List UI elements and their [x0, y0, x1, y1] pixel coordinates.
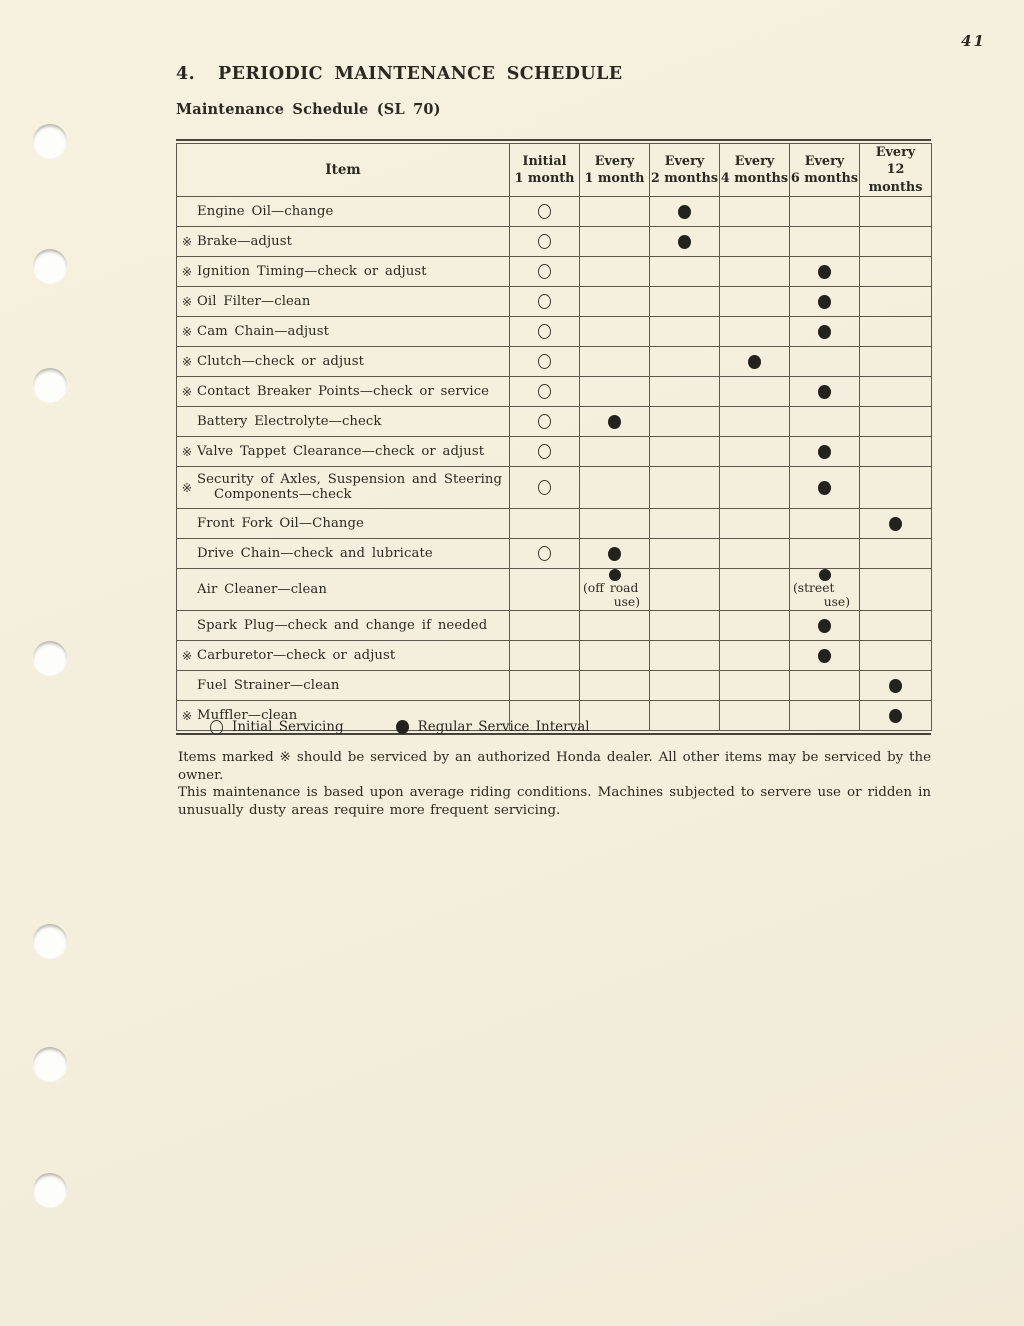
table-row — [177, 286, 932, 316]
table-row — [177, 376, 932, 406]
table-row — [177, 466, 932, 508]
schedule-cell — [720, 466, 790, 508]
schedule-cell — [650, 436, 720, 466]
schedule-cell — [860, 670, 932, 700]
schedule-cell — [650, 406, 720, 436]
schedule-cell — [860, 226, 932, 256]
schedule-cell — [790, 466, 860, 508]
item-cell — [177, 406, 510, 436]
schedule-cell — [790, 316, 860, 346]
table-row — [177, 346, 932, 376]
schedule-cell — [790, 286, 860, 316]
schedule-cell — [790, 436, 860, 466]
schedule-cell — [510, 196, 580, 226]
schedule-cell — [580, 346, 650, 376]
item-cell — [177, 196, 510, 226]
table-row — [177, 196, 932, 226]
schedule-cell — [790, 256, 860, 286]
dealer-mark-icon: ※ — [181, 707, 193, 723]
schedule-cell — [650, 610, 720, 640]
item-cell — [177, 436, 510, 466]
schedule-cell — [720, 226, 790, 256]
item-label: Ignition Timing—check or adjust — [197, 263, 427, 279]
punch-hole — [33, 1047, 67, 1081]
item-label: Engine Oil—change — [197, 203, 334, 219]
sub-heading: Maintenance Schedule (SL 70) — [176, 101, 441, 118]
schedule-cell — [860, 700, 932, 730]
table-header-row — [177, 144, 932, 197]
regular-service-icon — [678, 205, 691, 219]
regular-service-icon — [889, 679, 902, 693]
schedule-cell — [580, 256, 650, 286]
item-label: Cam Chain—adjust — [197, 323, 330, 339]
schedule-cell — [650, 376, 720, 406]
schedule-cell — [860, 538, 932, 568]
schedule-cell — [650, 466, 720, 508]
item-cell — [177, 346, 510, 376]
item-label: Clutch—check or adjust — [197, 353, 365, 369]
initial-servicing-icon — [538, 294, 551, 309]
column-header: Every 2 months — [650, 144, 720, 197]
regular-service-icon — [818, 325, 831, 339]
dealer-mark-icon: ※ — [181, 383, 193, 399]
footnotes — [178, 749, 931, 819]
dealer-mark-icon: ※ — [181, 323, 193, 339]
schedule-cell — [790, 508, 860, 538]
regular-service-icon — [889, 709, 902, 723]
regular-service-icon — [748, 355, 761, 369]
item-label: Security of Axles, Suspension and Steering Components—check — [197, 472, 503, 503]
cell-note: use) — [613, 595, 640, 610]
item-label: Spark Plug—check and change if needed — [197, 617, 488, 633]
table-row — [177, 568, 932, 610]
schedule-cell — [510, 538, 580, 568]
schedule-cell — [720, 256, 790, 286]
schedule-cell — [510, 640, 580, 670]
schedule-cell — [720, 670, 790, 700]
item-cell — [177, 256, 510, 286]
schedule-cell — [650, 568, 720, 610]
table-row — [177, 406, 932, 436]
regular-service-icon — [818, 649, 831, 663]
legend-regular-service — [396, 719, 590, 735]
initial-servicing-icon — [538, 324, 551, 339]
schedule-cell — [790, 670, 860, 700]
schedule-cell — [580, 226, 650, 256]
regular-service-icon — [609, 569, 621, 581]
regular-service-icon — [678, 235, 691, 249]
regular-service-icon — [818, 385, 831, 399]
schedule-cell — [790, 226, 860, 256]
schedule-cell — [860, 508, 932, 538]
initial-servicing-icon — [538, 546, 551, 561]
item-label: Drive Chain—check and lubricate — [197, 545, 433, 561]
schedule-cell — [720, 610, 790, 640]
schedule-cell — [510, 316, 580, 346]
item-label: Oil Filter—clean — [197, 293, 311, 309]
schedule-cell — [510, 346, 580, 376]
schedule-cell — [510, 508, 580, 538]
initial-servicing-icon — [538, 204, 551, 219]
maintenance-schedule-table — [176, 139, 931, 735]
item-cell — [177, 466, 510, 508]
schedule-cell — [860, 568, 932, 610]
regular-service-icon — [818, 295, 831, 309]
item-cell — [177, 640, 510, 670]
dealer-mark-icon: ※ — [181, 293, 193, 309]
column-header: Every 4 months — [720, 144, 790, 197]
item-cell — [177, 538, 510, 568]
schedule-cell — [720, 406, 790, 436]
schedule-cell — [860, 610, 932, 640]
item-label: Brake—adjust — [197, 233, 292, 249]
punch-hole — [33, 1173, 67, 1207]
item-cell — [177, 508, 510, 538]
dealer-mark-icon: ※ — [181, 263, 193, 279]
item-cell — [177, 610, 510, 640]
schedule-cell — [580, 466, 650, 508]
open-circle-icon — [210, 720, 223, 735]
schedule-cell — [510, 670, 580, 700]
table-row — [177, 670, 932, 700]
item-column-header: Item — [177, 144, 510, 197]
schedule-cell — [580, 436, 650, 466]
table-row — [177, 508, 932, 538]
initial-servicing-icon — [538, 234, 551, 249]
schedule-cell — [580, 670, 650, 700]
punch-hole — [33, 124, 67, 158]
schedule-cell — [510, 406, 580, 436]
regular-service-icon — [608, 415, 621, 429]
schedule-cell — [860, 256, 932, 286]
dealer-mark-icon: ※ — [181, 479, 193, 495]
schedule-cell — [860, 406, 932, 436]
schedule-cell — [790, 538, 860, 568]
item-label: Carburetor—check or adjust — [197, 647, 396, 663]
schedule-cell — [720, 640, 790, 670]
schedule-cell — [580, 406, 650, 436]
notes-paragraph: Items marked ※ should be serviced by an authorized Honda dealer. All other items may be serviced by the owner. — [178, 750, 931, 783]
schedule-cell — [650, 346, 720, 376]
table-row — [177, 538, 932, 568]
schedule-cell — [650, 316, 720, 346]
schedule-cell — [650, 256, 720, 286]
schedule-cell — [860, 286, 932, 316]
schedule-cell — [650, 286, 720, 316]
schedule-cell — [510, 286, 580, 316]
schedule-cell — [790, 196, 860, 226]
cell-note: (street — [793, 580, 835, 595]
schedule-cell — [790, 610, 860, 640]
schedule-cell — [720, 508, 790, 538]
schedule-cell — [790, 640, 860, 670]
dealer-mark-icon: ※ — [181, 443, 193, 459]
schedule-cell — [860, 376, 932, 406]
initial-servicing-icon — [538, 264, 551, 279]
schedule-cell — [790, 406, 860, 436]
schedule-cell — [510, 466, 580, 508]
schedule-cell — [580, 508, 650, 538]
schedule-cell — [580, 316, 650, 346]
schedule-cell — [510, 226, 580, 256]
regular-service-icon — [818, 619, 831, 633]
schedule-cell — [720, 286, 790, 316]
schedule-cell — [580, 610, 650, 640]
dealer-mark-icon: ※ — [181, 647, 193, 663]
schedule-cell — [510, 376, 580, 406]
item-cell — [177, 286, 510, 316]
schedule-cell — [790, 700, 860, 730]
schedule-cell — [510, 610, 580, 640]
item-cell — [177, 670, 510, 700]
schedule-cell — [860, 436, 932, 466]
table-row — [177, 226, 932, 256]
schedule-cell — [720, 568, 790, 610]
punch-hole — [33, 641, 67, 675]
initial-servicing-icon — [538, 414, 551, 429]
regular-service-icon — [608, 547, 621, 561]
schedule-cell — [580, 568, 650, 610]
column-header: Every 6 months — [790, 144, 860, 197]
initial-servicing-icon — [538, 384, 551, 399]
item-label: Battery Electrolyte—check — [197, 413, 382, 429]
cell-note: use) — [823, 595, 850, 610]
regular-service-icon — [889, 517, 902, 531]
table-row — [177, 436, 932, 466]
item-cell — [177, 568, 510, 610]
notes-paragraph: This maintenance is based upon average riding conditions. Machines subjected to servere use or ridden in unusually dusty areas require more frequent servicing. — [178, 785, 931, 818]
schedule-cell — [720, 538, 790, 568]
column-header: Initial 1 month — [510, 144, 580, 197]
schedule-cell — [510, 568, 580, 610]
schedule-cell — [860, 640, 932, 670]
table-row — [177, 316, 932, 346]
schedule-cell — [790, 346, 860, 376]
schedule-cell — [650, 508, 720, 538]
item-cell — [177, 316, 510, 346]
item-label: Air Cleaner—clean — [197, 581, 327, 597]
schedule-cell — [790, 376, 860, 406]
schedule-cell — [860, 316, 932, 346]
table-row — [177, 256, 932, 286]
column-header: Every 12 months — [860, 144, 932, 197]
schedule-cell — [580, 376, 650, 406]
schedule-cell — [720, 376, 790, 406]
regular-service-icon — [818, 445, 831, 459]
legend-initial-servicing — [210, 719, 344, 735]
schedule-cell — [580, 538, 650, 568]
schedule-cell — [650, 196, 720, 226]
regular-service-icon — [818, 265, 831, 279]
schedule-cell — [510, 436, 580, 466]
schedule-cell — [580, 640, 650, 670]
schedule-cell — [510, 256, 580, 286]
schedule-cell — [580, 700, 650, 730]
regular-service-icon — [818, 481, 831, 495]
regular-service-icon — [819, 569, 831, 581]
filled-circle-icon — [396, 720, 409, 734]
page-number: 41 — [961, 32, 986, 50]
schedule-cell — [860, 346, 932, 376]
schedule-cell — [860, 196, 932, 226]
schedule-cell — [720, 436, 790, 466]
schedule-cell — [720, 316, 790, 346]
page-content — [176, 0, 931, 1326]
item-cell — [177, 376, 510, 406]
schedule-cell — [720, 700, 790, 730]
schedule-cell — [580, 286, 650, 316]
legend-label: Initial Servicing — [232, 719, 344, 735]
item-label: Fuel Strainer—clean — [197, 677, 340, 693]
section-heading: 4. PERIODIC MAINTENANCE SCHEDULE — [176, 64, 623, 84]
schedule-cell — [720, 346, 790, 376]
column-header: Every 1 month — [580, 144, 650, 197]
item-cell — [177, 226, 510, 256]
schedule-cell — [650, 640, 720, 670]
schedule-cell — [650, 226, 720, 256]
legend-label: Regular Service Interval — [417, 719, 590, 735]
initial-servicing-icon — [538, 354, 551, 369]
item-label: Valve Tappet Clearance—check or adjust — [197, 443, 485, 459]
punch-hole — [33, 368, 67, 402]
punch-hole — [33, 924, 67, 958]
punch-hole — [33, 249, 67, 283]
initial-servicing-icon — [538, 480, 551, 495]
schedule-cell — [650, 670, 720, 700]
schedule-cell — [650, 538, 720, 568]
dealer-mark-icon: ※ — [181, 233, 193, 249]
table-row — [177, 640, 932, 670]
table-row — [177, 610, 932, 640]
dealer-mark-icon: ※ — [181, 353, 193, 369]
schedule-cell — [860, 466, 932, 508]
item-label: Front Fork Oil—Change — [197, 515, 364, 531]
item-label: Muffler—clean — [197, 707, 298, 723]
schedule-cell — [580, 196, 650, 226]
schedule-cell — [790, 568, 860, 610]
initial-servicing-icon — [538, 444, 551, 459]
cell-note: (off road — [583, 580, 639, 595]
schedule-cell — [720, 196, 790, 226]
schedule-cell — [650, 700, 720, 730]
legend — [210, 719, 590, 735]
item-label: Contact Breaker Points—check or service — [197, 383, 490, 399]
